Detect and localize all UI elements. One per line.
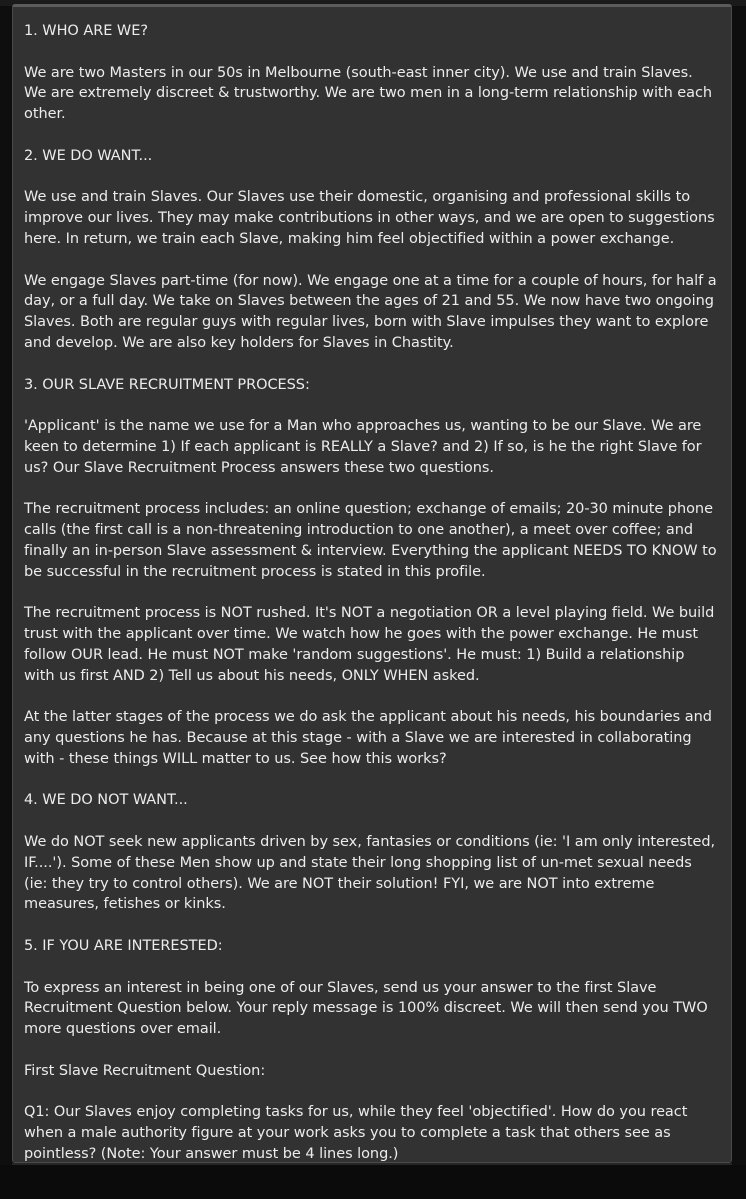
paragraph-recruitment-2: The recruitment process includes: an online question; exchange of emails; 20-30 minute phone calls (the first call is a non-threatening introduction to one another), a meet over coffee; and finally an in-person Slave assessment & interview. Everything the applicant NEEDS TO KNOW to be successful in the recruitment process is stated in this profile. xyxy=(24,501,717,580)
paragraph-if-interested: To express an interest in being one of our Slaves, send us your answer to the first Slave Recruitment Question below. Your reply message is 100% discreet. We will then send you TWO more questions over email. xyxy=(24,979,708,1038)
paragraph-recruitment-4: At the latter stages of the process we do ask the applicant about his needs, his boundaries and any questions he has. Because at this stage - with a Slave we are interested in collaborating with - these things WILL matter to us. See how this works? xyxy=(24,709,712,767)
paragraph-we-do-not-want: We do NOT seek new applicants driven by sex, fantasies or conditions (ie: 'I am only interested, IF....'). Some of these Men show up and state their long shopping list of un-met sexual needs (ie: they try to control others). We are NOT their solution! FYI, we are NOT into extreme measures, fetishes or kinks. xyxy=(24,834,716,913)
paragraph-recruitment-1: 'Applicant' is the name we use for a Man who approaches us, wanting to be our Slave. We are keen to determine 1) If each applicant is REALLY a Slave? and 2) If so, is he the right Slave for us? Our Slave Recruitment Process answers these two questions. xyxy=(24,418,702,476)
section-heading-we-do-not-want: 4. WE DO NOT WANT... xyxy=(24,792,188,809)
paragraph-first-question-label: First Slave Recruitment Question: xyxy=(24,1062,266,1079)
profile-text-panel xyxy=(12,4,732,1163)
section-heading-we-do-want: 2. WE DO WANT... xyxy=(24,147,153,164)
section-heading-who-are-we: 1. WHO ARE WE? xyxy=(24,23,148,39)
section-heading-recruitment-process: 3. OUR SLAVE RECRUITMENT PROCESS: xyxy=(24,376,310,393)
section-heading-if-interested: 5. IF YOU ARE INTERESTED: xyxy=(24,938,223,955)
bottom-bar xyxy=(0,1165,746,1199)
profile-content xyxy=(24,21,719,1186)
paragraph-question-q1: Q1: Our Slaves enjoy completing tasks for us, while they feel 'objectified'. How do you react when a male authority figure at your work asks you to complete a task that others see as pointless? (Note: Your answer must be 4 lines long.) xyxy=(24,1104,688,1163)
paragraph-we-do-want-1: We use and train Slaves. Our Slaves use their domestic, organising and professional skills to improve our lives. They may make contributions in other ways, and we are open to suggestions here. In return, we train each Slave, making him feel objectified within a power exchange. xyxy=(24,189,715,247)
paragraph-recruitment-3: The recruitment process is NOT rushed. It's NOT a negotiation OR a level playing field. We build trust with the applicant over time. We watch how he goes with the power exchange. He must follow OUR lead. He must NOT make 'random suggestions'. He must: 1) Build a relationship with us first AND 2) Tell us about his needs, ONLY WHEN asked. xyxy=(24,605,715,684)
paragraph-we-do-want-2: We engage Slaves part-time (for now). We engage one at a time for a couple of hours, for half a day, or a full day. We take on Slaves between the ages of 21 and 55. We now have two ongoing Slaves. Both are regular guys with regular lives, born with Slave impulses they want to explore and develop. We are also key holders for Slaves in Chastity. xyxy=(24,272,717,351)
paragraph-who-are-we: We are two Masters in our 50s in Melbourne (south-east inner city). We use and train Slaves. We are extremely discreet & trustworthy. We are two men in a long-term relationship with each other. xyxy=(24,64,713,123)
